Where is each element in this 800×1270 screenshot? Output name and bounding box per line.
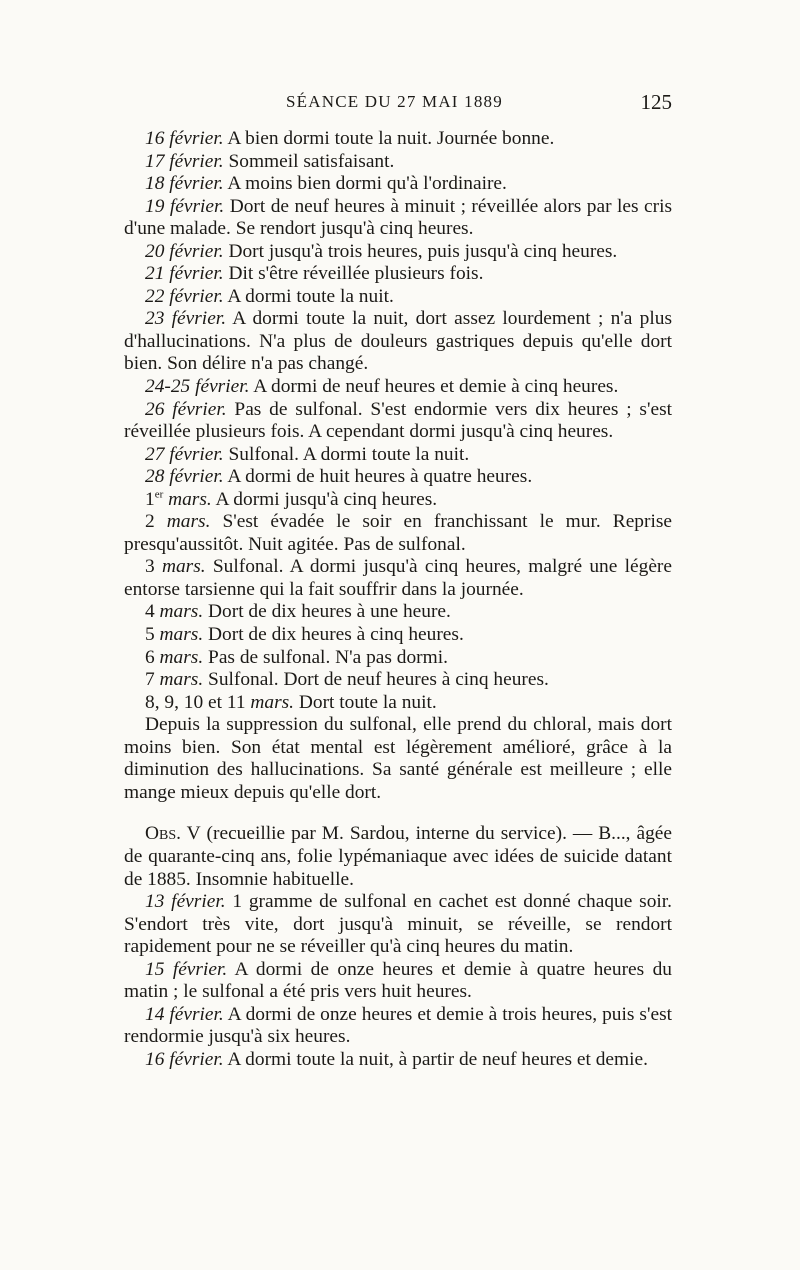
journal-entry: [124, 692, 672, 715]
entry-text: A dormi de onze heures et demie à trois heures, puis s'est rendormie jusqu'à six heures.: [124, 1003, 672, 1048]
summary-text: Depuis la suppression du sulfonal, elle prend du chloral, mais dort moins bien. Son état mental est légèrement amélioré, grâce à la diminution des hallucinations. Sa santé générale est meilleure ; elle mange mieux depuis qu'elle dort.: [124, 714, 672, 803]
journal-entry: [124, 128, 672, 151]
observation-heading: [124, 823, 672, 891]
entry-date: 16 février.: [145, 1048, 224, 1070]
entry-date: 26 février.: [145, 398, 227, 420]
entry-day: 1: [145, 488, 155, 510]
entry-text: Pas de sulfonal. N'a pas dormi.: [203, 646, 448, 668]
journal-entry: [124, 624, 672, 647]
entry-day: 4: [145, 601, 160, 623]
entry-text: Dort de dix heures à une heure.: [203, 601, 451, 623]
entry-text: 1 gramme de sulfonal en cachet est donné chaque soir. S'endort très vite, dort jusqu'à minuit, se réveille, se rendort rapidement pour ne se réveiller qu'à cinq heures du matin.: [124, 891, 673, 958]
entry-day: 8, 9, 10 et 11: [145, 691, 251, 713]
observation-text: (recueillie par M. Sardou, interne du service). — B..., âgée de quarante-cinq ans, folie lypémaniaque avec idées de suicide datant de 1885. Insomnie habituelle.: [124, 823, 673, 890]
entry-date: 21 février.: [145, 263, 224, 285]
journal-entry: [124, 489, 672, 512]
entry-date: 18 février.: [145, 173, 224, 195]
entry-text: A dormi de huit heures à quatre heures.: [223, 466, 533, 488]
entry-text: A bien dormi toute la nuit. Journée bonne.: [223, 128, 555, 149]
page-header: [124, 92, 672, 118]
entry-text: Pas de sulfonal. S'est endormie vers dix heures ; s'est réveillée plusieurs fois. A cependant dormi jusqu'à cinq heures.: [124, 398, 673, 443]
journal-entry: [124, 399, 672, 444]
entry-date: 19 février.: [145, 195, 225, 217]
journal-entry: [124, 466, 672, 489]
entry-date: mars.: [166, 511, 211, 533]
entry-date: 20 février.: [145, 240, 224, 262]
entry-text: A dormi toute la nuit, dort assez lourdement ; n'a plus d'hallucinations. N'a plus de douleurs gastriques depuis qu'elle dort bien. Son délire n'a pas changé.: [124, 308, 673, 375]
entry-text: Dit s'être réveillée plusieurs fois.: [223, 263, 484, 285]
journal-entry: [124, 241, 672, 264]
entry-text: Sommeil satisfaisant.: [223, 150, 395, 172]
journal-entry: [124, 556, 672, 601]
entry-day: 6: [145, 646, 160, 668]
entry-day: 7: [145, 669, 160, 691]
entry-date: mars.: [159, 669, 204, 691]
journal-entry: [124, 286, 672, 309]
journal-entry: [124, 263, 672, 286]
journal-entry: [124, 151, 672, 174]
entry-text: A dormi toute la nuit, à partir de neuf heures et demie.: [223, 1048, 648, 1070]
entry-date: 28 février.: [145, 466, 224, 488]
journal-entry: [124, 669, 672, 692]
entry-date: 13 février.: [145, 891, 226, 913]
entry-text: S'est évadée le soir en franchissant le mur. Reprise presqu'aussitôt. Nuit agitée. Pas de sulfonal.: [124, 511, 673, 555]
entry-day-suffix: er: [154, 488, 164, 501]
entry-text: A moins bien dormi qu'à l'ordinaire.: [223, 173, 507, 195]
journal-entry: [124, 444, 672, 467]
observation-label: Obs. V: [145, 823, 201, 845]
entry-day: 3: [145, 556, 162, 578]
entry-day: 2: [145, 511, 167, 533]
page-number: 125: [640, 90, 672, 114]
entry-text: Sulfonal. A dormi jusqu'à cinq heures, malgré une légère entorse tarsienne qui la fait souffrir dans la journée.: [124, 556, 672, 600]
entry-date: mars.: [168, 488, 212, 510]
journal-entry: [124, 1049, 672, 1072]
entry-date: 16 février.: [145, 128, 224, 149]
journal-entry: [124, 376, 672, 399]
entry-text: Dort de neuf heures à minuit ; réveillée alors par les cris d'une malade. Se rendort jusqu'à cinq heures.: [124, 195, 672, 240]
entry-date: 27 février.: [145, 443, 224, 465]
journal-entry: [124, 196, 672, 241]
entry-text: Sulfonal. Dort de neuf heures à cinq heures.: [203, 669, 549, 691]
entry-text: A dormi de onze heures et demie à quatre heures du matin ; le sulfonal a été pris vers huit heures.: [124, 958, 672, 1003]
entry-text: Dort toute la nuit.: [294, 691, 437, 713]
journal-entry: [124, 891, 672, 959]
running-title: SÉANCE DU 27 MAI 1889: [286, 92, 503, 111]
entry-text: Sulfonal. A dormi toute la nuit.: [223, 443, 470, 465]
entry-date: 23 février.: [145, 308, 227, 330]
entry-text: Dort de dix heures à cinq heures.: [203, 624, 464, 646]
entry-text: A dormi jusqu'à cinq heures.: [211, 488, 438, 510]
journal-entry: [124, 959, 672, 1004]
journal-entry: [124, 308, 672, 376]
entry-day: 5: [145, 624, 160, 646]
journal-entry: [124, 173, 672, 196]
journal-entry: [124, 1004, 672, 1049]
entry-date: 14 février.: [145, 1003, 224, 1025]
journal-entry: [124, 511, 672, 556]
entry-date: mars.: [159, 624, 204, 646]
entry-date: mars.: [250, 691, 295, 713]
entry-date: 22 février.: [145, 285, 224, 307]
entry-date: 15 février.: [145, 958, 228, 980]
entry-text: A dormi toute la nuit.: [223, 285, 394, 307]
entry-date: 17 février.: [145, 150, 224, 172]
journal-entry: [124, 647, 672, 670]
page-body: [124, 128, 672, 1071]
entry-date: 24-25 février.: [145, 376, 250, 398]
entry-text: Dort jusqu'à trois heures, puis jusqu'à cinq heures.: [223, 240, 618, 262]
entry-date: mars.: [159, 646, 204, 668]
entry-text: A dormi de neuf heures et demie à cinq heures.: [249, 376, 619, 398]
entry-date: mars.: [161, 556, 206, 578]
entry-date: mars.: [159, 601, 204, 623]
summary-paragraph: [124, 714, 672, 804]
journal-entry: [124, 601, 672, 624]
